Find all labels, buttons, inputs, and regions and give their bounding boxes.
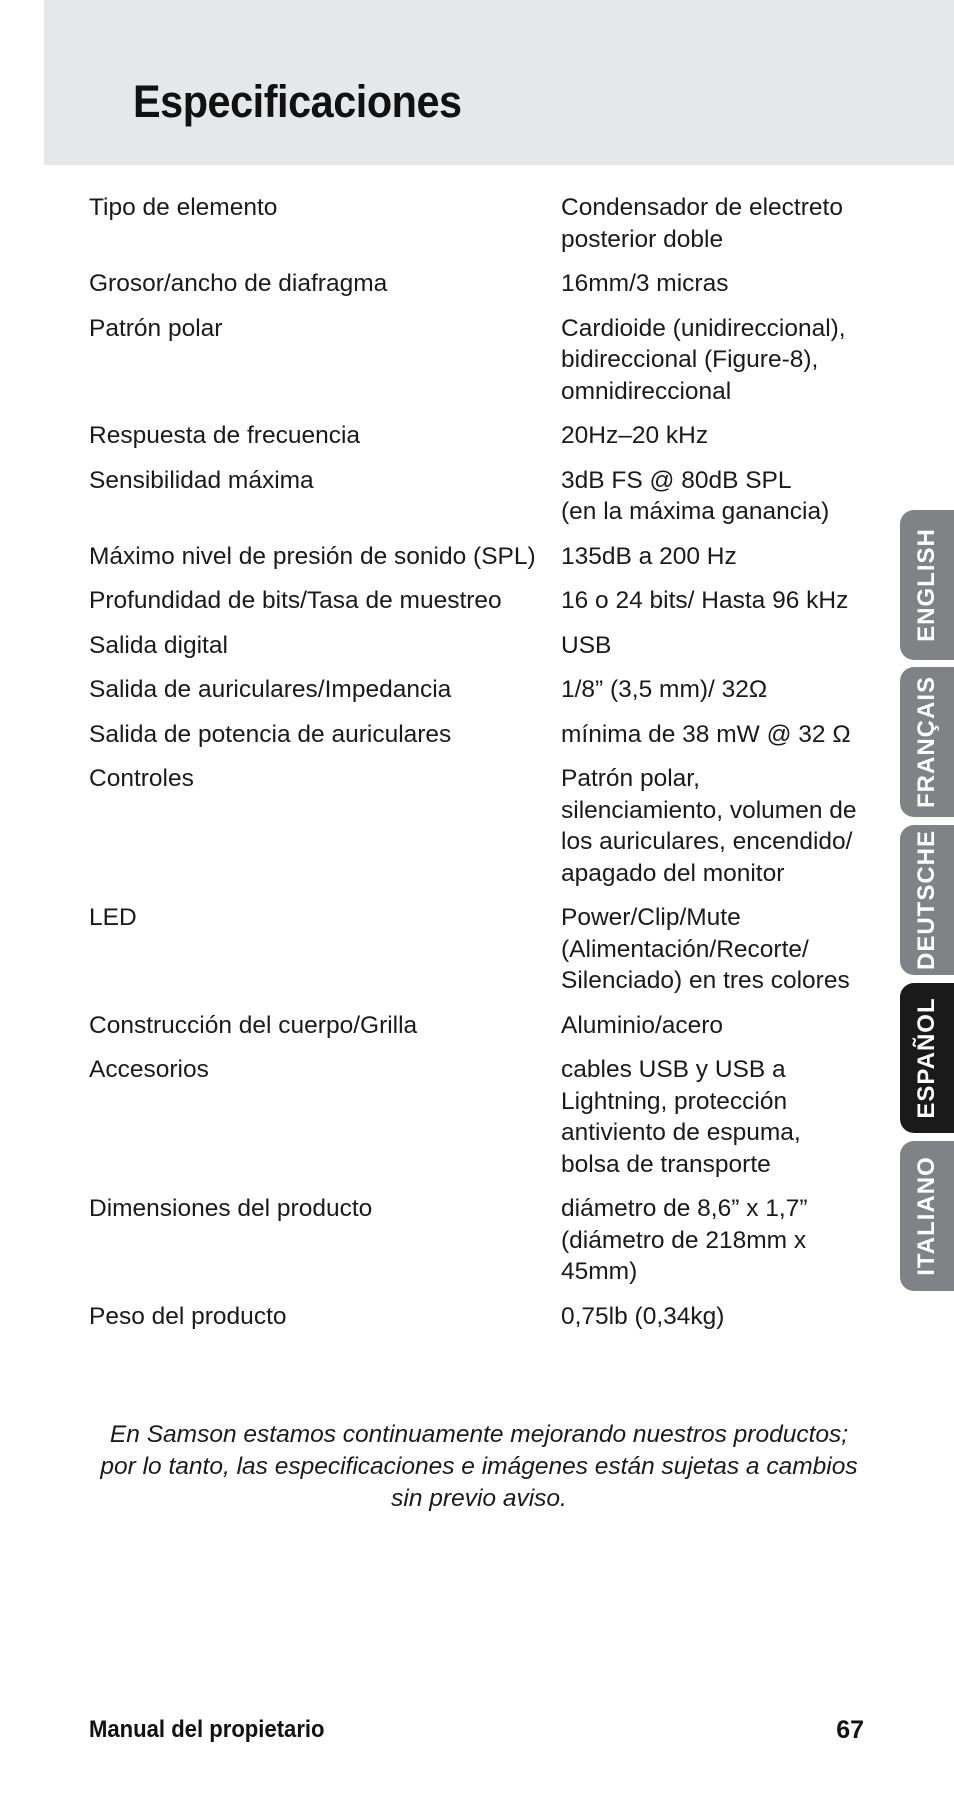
spec-label: Salida digital [89, 631, 228, 659]
spec-row [89, 541, 869, 573]
spec-label: Construcción del cuerpo/Grilla [89, 1011, 418, 1039]
page-title: Especificaciones [133, 76, 462, 127]
tab-deutsche-label: DEUTSCHE [913, 829, 940, 971]
tab-deutsche[interactable] [900, 825, 954, 975]
spec-label: Salida de potencia de auriculares [89, 720, 452, 748]
spec-table [89, 192, 869, 1345]
tab-english[interactable] [900, 510, 954, 660]
spec-value: 16mm/3 micras [561, 270, 729, 297]
spec-value: USB [561, 631, 612, 659]
spec-value: 1/8” (3,5 mm)/ 32Ω [561, 676, 768, 703]
spec-label: Salida de auriculares/Impedancia [89, 676, 452, 703]
header-band [44, 0, 954, 165]
spec-label: Controles [89, 765, 194, 792]
spec-row [89, 313, 869, 408]
spec-value: diámetro de 8,6” x 1,7” (diámetro de 218mm x 45mm) [561, 1195, 808, 1285]
spec-label: Máximo nivel de presión de sonido (SPL) [89, 542, 536, 570]
spec-value: 135dB a 200 Hz [561, 542, 737, 570]
footer-manual-label: Manual del propietario [89, 1716, 325, 1743]
spec-value: 0,75lb (0,34kg) [561, 1302, 725, 1330]
spec-row [89, 585, 869, 617]
spec-row [89, 630, 869, 662]
spec-row [89, 268, 869, 300]
tab-italiano-label: ITALIANO [913, 1156, 940, 1276]
spec-label: LED [89, 904, 137, 931]
spec-value: Patrón polar, silenciamiento, volumen de los auriculares, encendido/ apagado del monitor [561, 765, 857, 887]
footer-page-number: 67 [836, 1716, 864, 1744]
spec-value: 3dB FS @ 80dB SPL (en la máxima ganancia) [561, 466, 830, 525]
spec-row [89, 420, 869, 452]
tab-english-label: ENGLISH [913, 528, 940, 642]
disclaimer-note: En Samson estamos continuamente mejorando nuestros productos; por lo tanto, las especificaciones e imágenes están sujetas a cambios sin previo aviso. [100, 1421, 858, 1512]
spec-label: Grosor/ancho de diafragma [89, 270, 388, 297]
spec-row [89, 719, 869, 751]
spec-value: mínima de 38 mW @ 32 Ω [561, 720, 851, 748]
spec-value: cables USB y USB a Lightning, protección antiviento de espuma, bolsa de transporte [561, 1056, 801, 1178]
spec-value: 16 o 24 bits/ Hasta 96 kHz [561, 587, 849, 614]
spec-row [89, 1301, 869, 1333]
spec-value: 20Hz–20 kHz [561, 422, 709, 449]
tab-espanol[interactable] [900, 983, 954, 1133]
tab-espanol-label: ESPAÑOL [913, 997, 940, 1119]
tab-francais[interactable] [900, 667, 954, 817]
spec-row [89, 192, 869, 255]
spec-label: Dimensiones del producto [89, 1195, 373, 1222]
spec-row [89, 1010, 869, 1042]
spec-row [89, 1054, 869, 1180]
spec-row [89, 1193, 869, 1288]
spec-row [89, 465, 869, 528]
spec-label: Respuesta de frecuencia [89, 422, 361, 449]
spec-value: Condensador de electreto posterior doble [561, 194, 843, 253]
spec-label: Accesorios [89, 1056, 209, 1083]
tab-italiano[interactable] [900, 1141, 954, 1291]
spec-value: Power/Clip/Mute (Alimentación/Recorte/ Silenciado) en tres colores [561, 904, 850, 994]
spec-value: Aluminio/acero [561, 1011, 724, 1039]
spec-label: Peso del producto [89, 1302, 287, 1330]
tab-francais-label: FRANÇAIS [913, 676, 940, 808]
spec-label: Profundidad de bits/Tasa de muestreo [89, 587, 502, 614]
spec-row [89, 763, 869, 889]
spec-label: Tipo de elemento [89, 194, 278, 221]
spec-row [89, 674, 869, 706]
spec-value: Cardioide (unidireccional), bidireccional (Figure-8), omnidireccional [561, 314, 846, 405]
spec-row [89, 902, 869, 997]
spec-label: Patrón polar [89, 314, 223, 342]
spec-label: Sensibilidad máxima [89, 466, 314, 494]
